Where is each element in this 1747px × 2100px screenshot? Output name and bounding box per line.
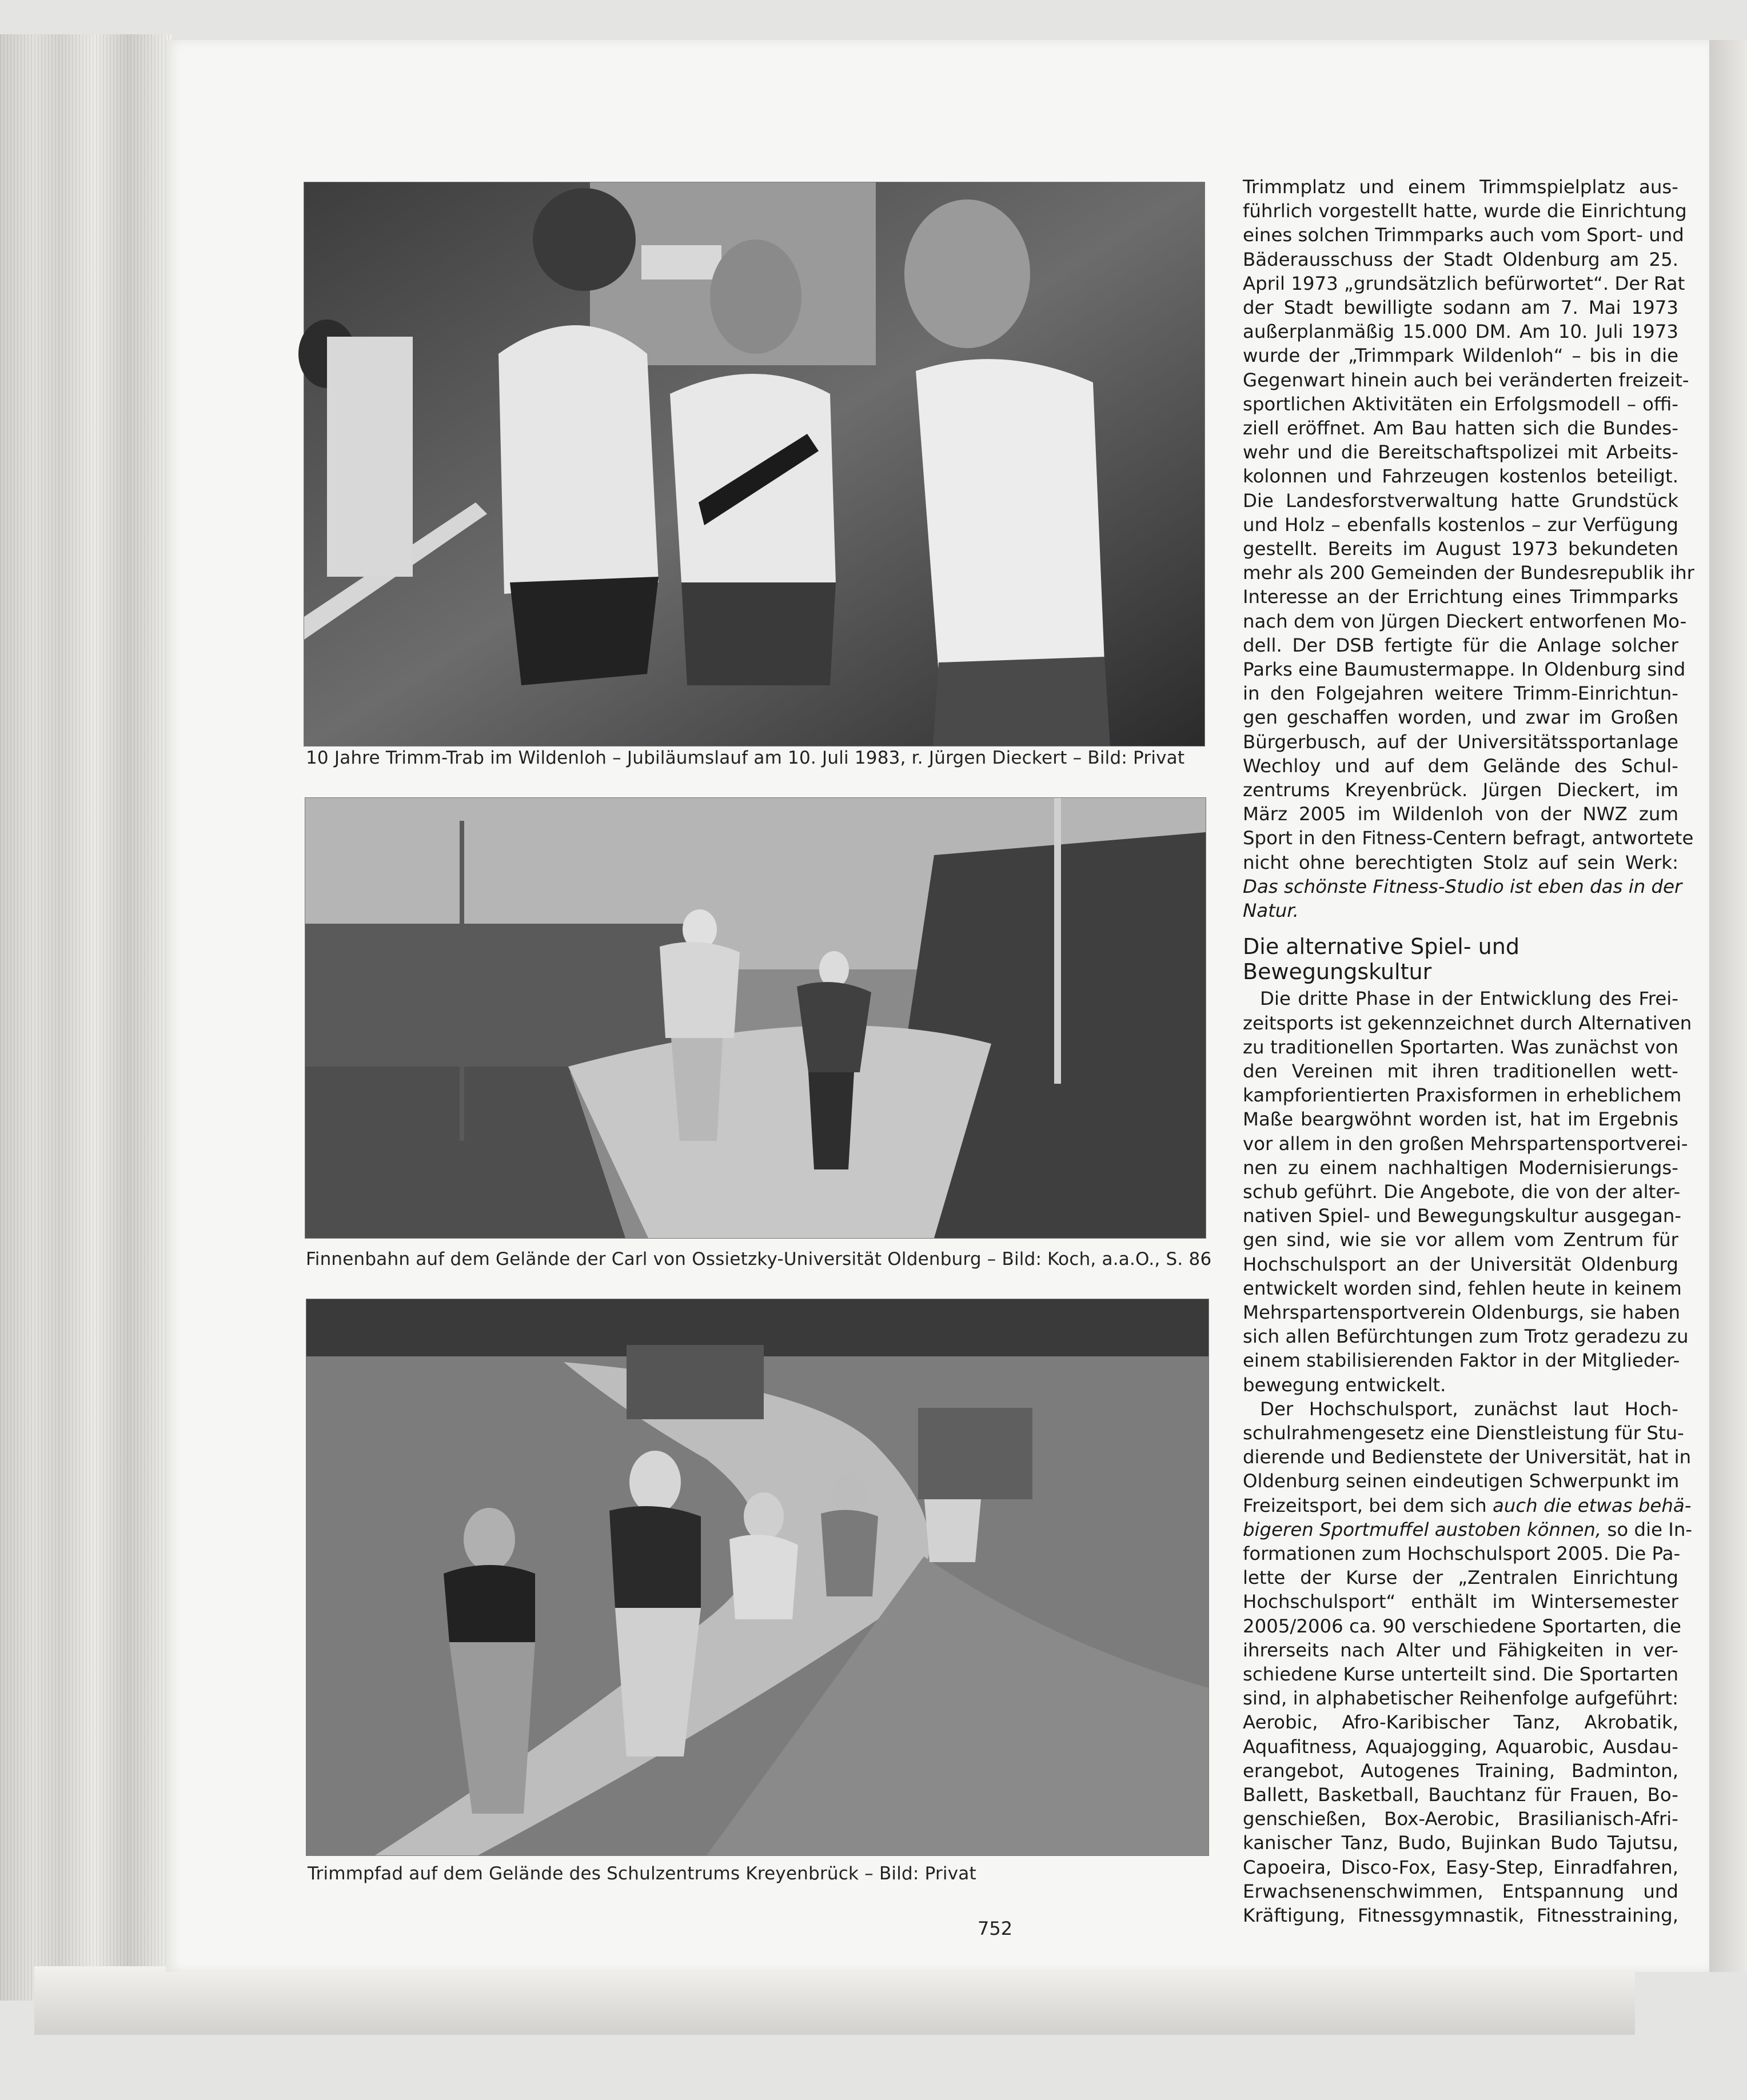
text-line: nach dem von Jürgen Dieckert entworfenen Mo- (1243, 610, 1687, 632)
photo-trimmpfad-kreyenbrueck (306, 1299, 1209, 1856)
text-line-mixed (1243, 1494, 1692, 1518)
text-line: Interesse an der Errichtung eines Trimmparks (1243, 586, 1678, 608)
text-line: bewegung entwickelt. (1243, 1374, 1446, 1396)
text-line: zentrums Kreyenbrück. Jürgen Dieckert, im (1243, 779, 1678, 801)
text-line: Maße beargwöhnt worden ist, hat im Ergebnis (1243, 1108, 1678, 1131)
text-line: genschießen, Box-Aerobic, Brasilianisch-Afri- (1243, 1808, 1678, 1830)
text-line: 2005/2006 ca. 90 verschiedene Sportarten, die (1243, 1615, 1681, 1637)
text-line: Bäderausschuss der Stadt Oldenburg am 25. (1243, 248, 1678, 270)
text-line: führlich vorgestellt hatte, wurde die Einrichtung (1243, 200, 1687, 222)
text-line: sich allen Befürchtungen zum Trotz geradezu zu (1243, 1326, 1689, 1348)
text-segment: so die In- (1601, 1518, 1693, 1540)
text-line: mehr als 200 Gemeinden der Bundesrepublik ihr (1243, 562, 1694, 584)
text-line: dell. Der DSB fertigte für die Anlage solcher (1243, 634, 1678, 656)
section-heading (1243, 934, 1678, 984)
text-line: nicht ohne berechtigten Stolz auf sein Werk: (1243, 851, 1678, 873)
text-line: zu traditionellen Sportarten. Was zunächst von (1243, 1036, 1678, 1058)
text-line: schulrahmengesetz eine Dienstleistung für Stu- (1243, 1422, 1684, 1444)
text-line: Oldenburg seinen eindeutigen Schwerpunkt im (1243, 1470, 1680, 1492)
text-line: vor allem in den großen Mehrspartensportverei- (1243, 1132, 1688, 1155)
text-line: Die dritte Phase in der Entwicklung des Frei- (1260, 988, 1678, 1010)
page-number: 752 (978, 1918, 1013, 1939)
text-line: eines solchen Trimmparks auch vom Sport- und (1243, 224, 1684, 246)
text-line: kampforientierten Praxisformen in erheblichem (1243, 1084, 1682, 1107)
paragraph-alternative-culture (1243, 987, 1692, 1396)
caption-photo-2: Finnenbahn auf dem Gelände der Carl von Ossietzky-Universität Oldenburg – Bild: Koch, a.a.O., S. 86 (306, 1249, 1212, 1269)
text-line: kanischer Tanz, Budo, Bujinkan Budo Tajutsu, (1243, 1832, 1678, 1854)
text-line: kolonnen und Fahrzeugen kostenlos beteiligt. (1243, 465, 1678, 488)
text-line: Hochschulsport“ enthält im Wintersemester (1243, 1591, 1678, 1613)
text-line: den Vereinen mit ihren traditionellen wett- (1243, 1060, 1678, 1082)
book-bottom-edge (34, 1966, 1635, 2035)
text-line: Die Landesforstverwaltung hatte Grundstück (1243, 489, 1678, 512)
text-line: März 2005 im Wildenloh von der NWZ zum (1243, 803, 1678, 825)
text-line: dierende und Bedienstete der Universität, hat in (1243, 1446, 1692, 1468)
text-line: und Holz – ebenfalls kostenlos – zur Verfügung (1243, 513, 1678, 536)
text-line: Aquafitness, Aquajogging, Aquarobic, Ausdau- (1243, 1735, 1678, 1758)
paragraph-trimmpark (1243, 175, 1694, 923)
text-line: Mehrspartensportverein Oldenburgs, sie haben (1243, 1301, 1681, 1323)
text-line: zeitsports ist gekennzeichnet durch Alternativen (1243, 1012, 1692, 1034)
heading-line: Die alternative Spiel- und (1243, 934, 1519, 960)
text-line: Parks eine Baumustermappe. In Oldenburg sind (1243, 658, 1686, 681)
text-line: außerplanmäßig 15.000 DM. Am 10. Juli 1973 (1243, 321, 1678, 343)
text-line: Bürgerbusch, auf der Universitätssportanlage (1243, 730, 1678, 753)
text-line: wehr und die Bereitschaftspolizei mit Arbeits- (1243, 441, 1678, 464)
text-line: wurde der „Trimmpark Wildenloh“ – bis in die (1243, 345, 1678, 367)
text-line: April 1973 „grundsätzlich befürwortet“. Der Rat (1243, 272, 1685, 294)
text-segment: Freizeitsport, bei dem sich (1243, 1494, 1493, 1516)
text-line: Wechloy und auf dem Gelände des Schul- (1243, 754, 1678, 777)
text-line: Der Hochschulsport, zunächst laut Hoch- (1260, 1398, 1678, 1420)
text-line: Trimmplatz und einem Trimmspielplatz aus- (1243, 176, 1678, 198)
book-page-edges (0, 34, 171, 2001)
text-line: der Stadt bewilligte sodann am 7. Mai 1973 (1243, 297, 1678, 319)
page-right-edge (1709, 40, 1747, 1972)
text-column (1243, 175, 1694, 1927)
text-line: Gegenwart hinein auch bei veränderten freizeit- (1243, 369, 1689, 391)
photo-finnenbahn (305, 797, 1206, 1239)
quote-line: Natur. (1243, 900, 1299, 922)
text-line: sportlichen Aktivitäten ein Erfolgsmodell – offi- (1243, 393, 1678, 415)
text-line: nen zu einem nachhaltigen Modernisierungs- (1243, 1156, 1678, 1179)
text-line: in den Folgejahren weitere Trimm-Einrichtun- (1243, 682, 1678, 705)
text-line: formationen zum Hochschulsport 2005. Die Pa- (1243, 1542, 1681, 1564)
text-line: nativen Spiel- und Bewegungskultur ausgegan- (1243, 1205, 1682, 1227)
heading-line: Bewegungskultur (1243, 959, 1432, 985)
text-line-mixed (1243, 1518, 1693, 1542)
text-line: gen sind, wie sie vor allem vom Zentrum für (1243, 1229, 1678, 1251)
quote-segment: auch die etwas behä- (1492, 1494, 1692, 1516)
caption-photo-3: Trimmpfad auf dem Gelände des Schulzentrums Kreyenbrück – Bild: Privat (308, 1863, 976, 1884)
text-line: entwickelt worden sind, fehlen heute in keinem (1243, 1277, 1682, 1299)
text-line: Aerobic, Afro-Karibischer Tanz, Akrobatik, (1243, 1711, 1678, 1734)
text-line: gen geschaffen worden, und zwar im Großen (1243, 706, 1678, 729)
caption-photo-1: 10 Jahre Trimm-Trab im Wildenloh – Jubiläumslauf am 10. Juli 1983, r. Jürgen Dieckert – Bild: Privat (306, 748, 1185, 768)
text-line: ihrerseits nach Alter und Fähigkeiten in ver- (1243, 1639, 1678, 1661)
text-line: Capoeira, Disco-Fox, Easy-Step, Einradfahren, (1243, 1856, 1678, 1878)
photo-trimm-trab-jubilee (304, 182, 1205, 746)
text-line: Erwachsenenschwimmen, Entspannung und (1243, 1880, 1678, 1902)
text-line: schub geführt. Die Angebote, die von der alter- (1243, 1180, 1681, 1203)
text-line: sind, in alphabetischer Reihenfolge aufgeführt: (1243, 1687, 1678, 1710)
text-line: erangebot, Autogenes Training, Badminton, (1243, 1759, 1678, 1782)
quote-segment: bigeren Sportmuffel austoben können, (1243, 1518, 1602, 1540)
text-line: Kräftigung, Fitnessgymnastik, Fitnesstraining, (1243, 1905, 1678, 1927)
text-line: schiedene Kurse unterteilt sind. Die Sportarten (1243, 1663, 1678, 1685)
quote-line: Das schönste Fitness-Studio ist eben das in der (1243, 875, 1682, 897)
text-line: lette der Kurse der „Zentralen Einrichtung (1243, 1567, 1678, 1589)
text-line: einem stabilisierenden Faktor in der Mitglieder- (1243, 1350, 1680, 1372)
text-line: ziell eröffnet. Am Bau hatten sich die Bundes- (1243, 417, 1678, 440)
text-line: Ballett, Basketball, Bauchtanz für Frauen, Bo- (1243, 1784, 1678, 1806)
text-line: Hochschulsport an der Universität Oldenburg (1243, 1253, 1678, 1275)
text-line: gestellt. Bereits im August 1973 bekundeten (1243, 538, 1678, 560)
paragraph-hochschulsport (1243, 1397, 1693, 1927)
text-line: Sport in den Fitness-Centern befragt, antwortete (1243, 827, 1694, 849)
